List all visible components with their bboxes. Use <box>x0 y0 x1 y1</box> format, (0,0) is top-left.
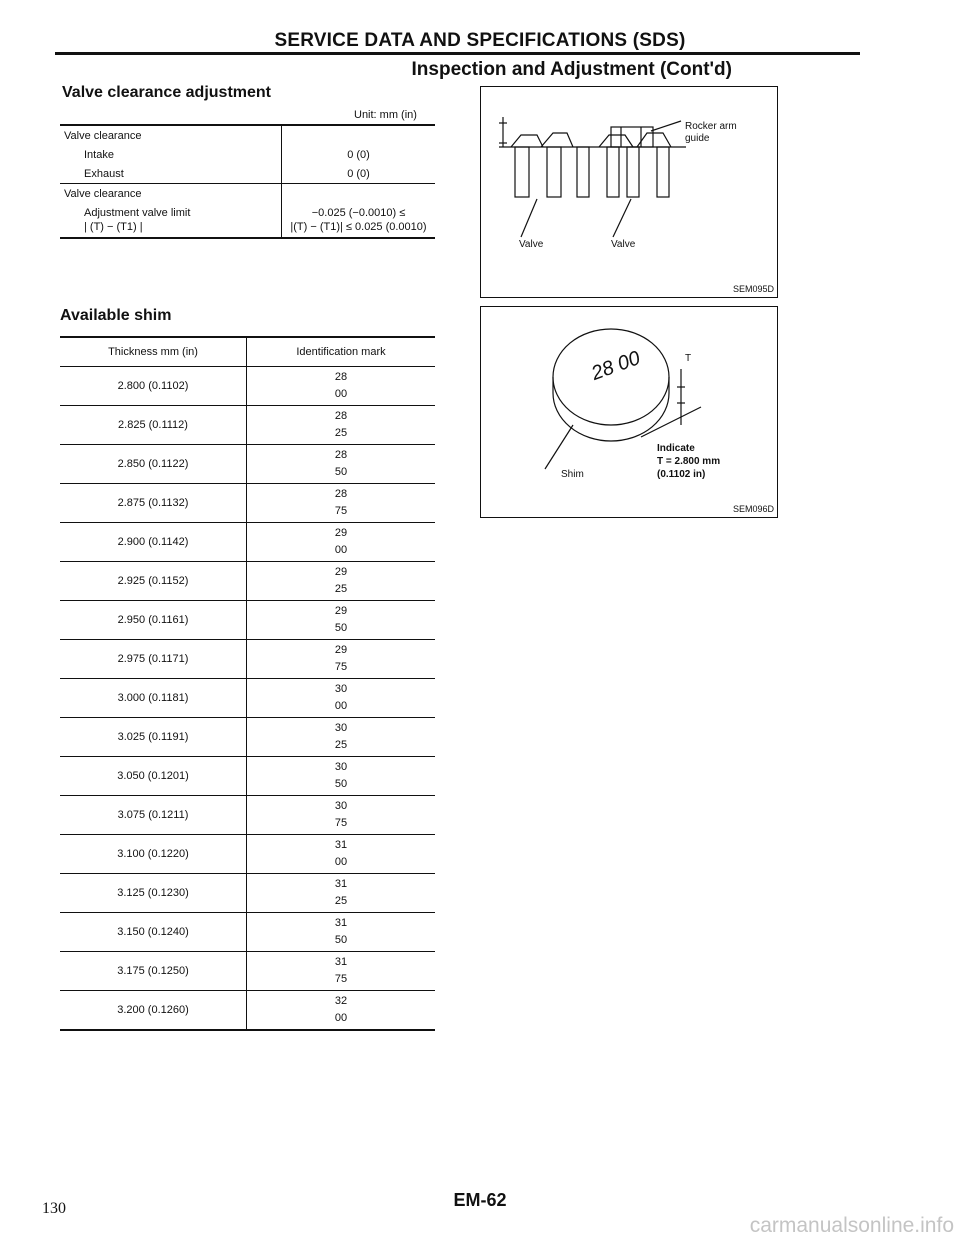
mark-lower: 00 <box>334 856 348 868</box>
mark-upper: 30 <box>334 761 348 773</box>
thickness-cell: 2.975 (0.1171) <box>60 640 247 679</box>
mark-cell <box>247 796 436 835</box>
mark-upper: 28 <box>334 449 348 461</box>
mark-cell <box>247 913 436 952</box>
table-row <box>60 991 435 1031</box>
thickness-cell: 3.025 (0.1191) <box>60 718 247 757</box>
available-shim-heading: Available shim <box>60 307 172 324</box>
thickness-cell: 2.925 (0.1152) <box>60 562 247 601</box>
thickness-cell: 2.825 (0.1112) <box>60 406 247 445</box>
mark-cell <box>247 679 436 718</box>
col-header-thickness: Thickness mm (in) <box>60 337 247 367</box>
table-row <box>60 523 435 562</box>
section-label: Valve clearance <box>60 125 282 145</box>
mark-cell <box>247 484 436 523</box>
mark-lower: 50 <box>334 934 348 946</box>
mark-upper: 29 <box>334 644 348 656</box>
table-row <box>60 164 435 184</box>
thickness-cell: 3.200 (0.1260) <box>60 991 247 1031</box>
mark-upper: 31 <box>334 956 348 968</box>
mark-upper: 28 <box>334 410 348 422</box>
table-row <box>60 367 435 406</box>
mark-upper: 30 <box>334 800 348 812</box>
thickness-cell: 2.800 (0.1102) <box>60 367 247 406</box>
mark-cell <box>247 445 436 484</box>
intake-label: Intake <box>60 145 282 164</box>
table-row <box>60 601 435 640</box>
valve-clearance-table <box>60 124 435 239</box>
mark-cell <box>247 562 436 601</box>
mark-upper: 29 <box>334 605 348 617</box>
table-row <box>60 125 435 145</box>
limit-value-line2: |(T) − (T1)| ≤ 0.025 (0.0010) <box>290 221 427 233</box>
table-header-row <box>60 337 435 367</box>
mark-cell <box>247 601 436 640</box>
limit-label-line2: | (T) − (T1) | <box>84 221 143 233</box>
mark-lower: 25 <box>334 427 348 439</box>
label-valve-left: Valve <box>519 239 544 250</box>
mark-lower: 50 <box>334 622 348 634</box>
thickness-cell: 3.175 (0.1250) <box>60 952 247 991</box>
mark-lower: 75 <box>334 973 348 985</box>
table-row <box>60 640 435 679</box>
mark-lower: 25 <box>334 895 348 907</box>
table-row <box>60 679 435 718</box>
table-row <box>60 913 435 952</box>
thickness-cell: 3.075 (0.1211) <box>60 796 247 835</box>
table-row <box>60 796 435 835</box>
table-row <box>60 184 435 204</box>
thickness-cell: 2.900 (0.1142) <box>60 523 247 562</box>
table-row <box>60 484 435 523</box>
mark-upper: 28 <box>334 371 348 383</box>
mark-upper: 28 <box>334 488 348 500</box>
unit-label: Unit: mm (in) <box>354 109 417 121</box>
page-number: 130 <box>42 1200 66 1217</box>
col-header-mark: Identification mark <box>247 337 436 367</box>
thickness-cell: 3.125 (0.1230) <box>60 874 247 913</box>
thickness-cell: 3.050 (0.1201) <box>60 757 247 796</box>
figure-rocker-arm-guide <box>480 86 778 298</box>
section-label: Valve clearance <box>60 184 282 204</box>
mark-lower: 00 <box>334 388 348 400</box>
figure-code: SEM095D <box>732 284 774 294</box>
mark-cell <box>247 874 436 913</box>
label-valve-right: Valve <box>611 239 636 250</box>
shim-table <box>60 336 435 1031</box>
watermark: carmanualsonline.info <box>749 1214 954 1237</box>
figure-shim-marking <box>480 306 778 518</box>
thickness-cell: 3.100 (0.1220) <box>60 835 247 874</box>
label-t-value: T = 2.800 mm <box>657 456 721 467</box>
mark-cell <box>247 757 436 796</box>
mark-upper: 32 <box>334 995 348 1007</box>
mark-cell <box>247 406 436 445</box>
thickness-cell: 3.000 (0.1181) <box>60 679 247 718</box>
mark-lower: 50 <box>334 778 348 790</box>
figure-code: SEM096D <box>732 504 774 514</box>
page-header-title: SERVICE DATA AND SPECIFICATIONS (SDS) <box>274 30 686 51</box>
label-t-inch: (0.1102 in) <box>657 469 706 480</box>
label-t: T <box>685 353 692 364</box>
header-rule <box>55 52 860 55</box>
page-subtitle: Inspection and Adjustment (Cont'd) <box>411 59 732 80</box>
mark-lower: 50 <box>334 466 348 478</box>
mark-lower: 25 <box>334 583 348 595</box>
thickness-cell: 2.950 (0.1161) <box>60 601 247 640</box>
mark-cell <box>247 835 436 874</box>
table-row <box>60 718 435 757</box>
table-row <box>60 562 435 601</box>
thickness-cell: 2.875 (0.1132) <box>60 484 247 523</box>
mark-upper: 31 <box>334 839 348 851</box>
table-row <box>60 952 435 991</box>
mark-cell <box>247 523 436 562</box>
table-row <box>60 835 435 874</box>
mark-lower: 75 <box>334 817 348 829</box>
mark-cell <box>247 640 436 679</box>
exhaust-value: 0 (0) <box>347 167 370 180</box>
table-row <box>60 145 435 164</box>
mark-upper: 30 <box>334 722 348 734</box>
mark-upper: 30 <box>334 683 348 695</box>
thickness-cell: 3.150 (0.1240) <box>60 913 247 952</box>
limit-label-line1: Adjustment valve limit <box>84 207 191 219</box>
table-row <box>60 203 435 238</box>
label-guide: guide <box>685 133 710 144</box>
exhaust-label: Exhaust <box>60 164 282 184</box>
mark-cell <box>247 952 436 991</box>
label-indicate: Indicate <box>657 443 695 454</box>
mark-cell <box>247 718 436 757</box>
mark-lower: 00 <box>334 544 348 556</box>
mark-upper: 29 <box>334 527 348 539</box>
mark-cell <box>247 367 436 406</box>
shim-diagram <box>481 307 777 517</box>
label-shim: Shim <box>561 469 584 480</box>
thickness-cell: 2.850 (0.1122) <box>60 445 247 484</box>
mark-lower: 00 <box>334 1012 348 1024</box>
mark-upper: 31 <box>334 917 348 929</box>
table-row <box>60 874 435 913</box>
label-rocker-arm: Rocker arm <box>685 121 737 132</box>
mark-lower: 25 <box>334 739 348 751</box>
mark-lower: 75 <box>334 505 348 517</box>
table-row <box>60 757 435 796</box>
table-row <box>60 406 435 445</box>
intake-value: 0 (0) <box>347 148 370 161</box>
mark-lower: 00 <box>334 700 348 712</box>
table-row <box>60 445 435 484</box>
shim-marking: 28 00 <box>588 347 644 385</box>
valve-clearance-heading: Valve clearance adjustment <box>62 84 271 101</box>
limit-value-line1: −0.025 (−0.0010) ≤ <box>311 207 406 219</box>
mark-upper: 29 <box>334 566 348 578</box>
mark-upper: 31 <box>334 878 348 890</box>
mark-lower: 75 <box>334 661 348 673</box>
mark-cell <box>247 991 436 1031</box>
page-code: EM-62 <box>453 1190 507 1210</box>
rocker-arm-diagram <box>481 87 777 297</box>
